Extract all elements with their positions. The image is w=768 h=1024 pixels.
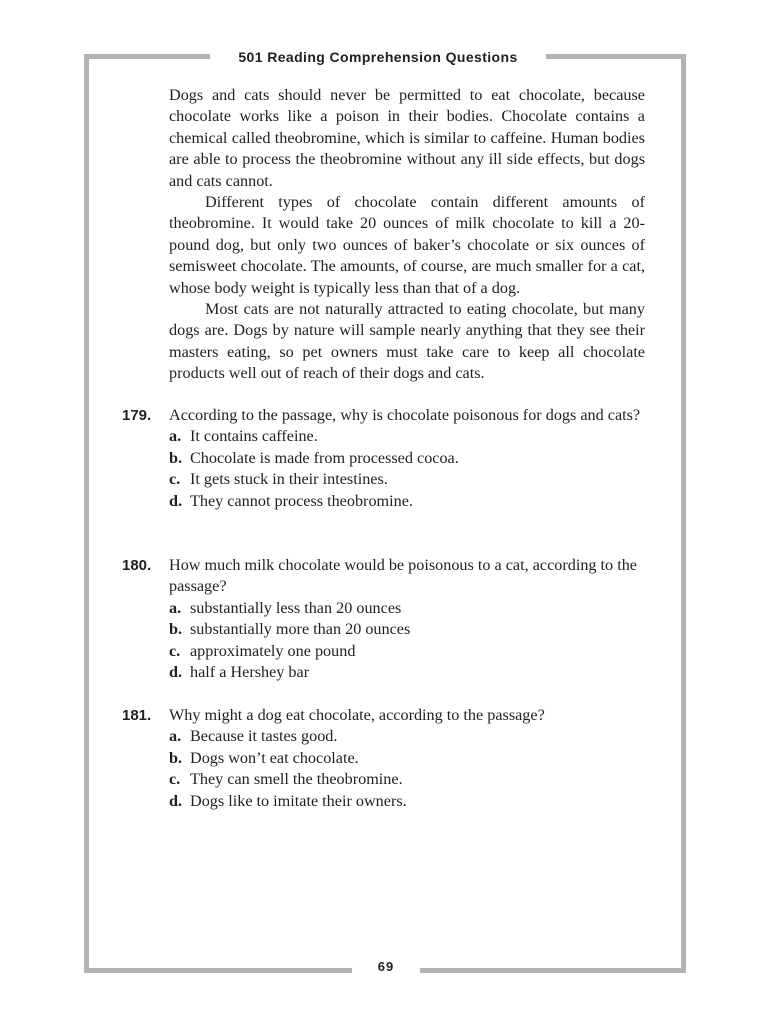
option-text: It gets stuck in their intestines. xyxy=(190,470,388,489)
option-letter: b. xyxy=(169,620,183,639)
question-179 xyxy=(122,405,652,512)
frame-left-border xyxy=(84,54,89,973)
option-text: Because it tastes good. xyxy=(190,727,338,746)
frame-top-left-border xyxy=(84,54,210,59)
frame-top-right-border xyxy=(546,54,686,59)
option-text: They cannot process theobromine. xyxy=(190,491,413,510)
option-letter: a. xyxy=(169,727,182,746)
option-text: They can smell the theobromine. xyxy=(190,770,403,789)
answer-option xyxy=(169,448,652,469)
question-number: 179. xyxy=(122,407,152,424)
answer-option xyxy=(169,662,652,683)
frame-right-border xyxy=(681,54,686,973)
answer-option xyxy=(169,791,652,812)
answer-option xyxy=(169,491,652,512)
option-letter: d. xyxy=(169,491,183,510)
question-text: According to the passage, why is chocolate poisonous for dogs and cats? xyxy=(169,406,641,424)
option-letter: d. xyxy=(169,791,183,810)
question-text: Why might a dog eat chocolate, according to the passage? xyxy=(169,706,545,724)
option-text: Dogs won’t eat chocolate. xyxy=(190,748,359,767)
option-letter: d. xyxy=(169,663,183,682)
answer-option xyxy=(169,641,652,662)
option-letter: c. xyxy=(169,770,181,789)
page-number: 69 xyxy=(377,959,395,974)
question-number: 180. xyxy=(122,557,152,574)
option-text: substantially less than 20 ounces xyxy=(190,598,402,617)
option-text: Dogs like to imitate their owners. xyxy=(190,791,407,810)
option-letter: b. xyxy=(169,448,183,467)
answer-option xyxy=(169,469,652,490)
answer-option xyxy=(169,769,652,790)
option-text: Chocolate is made from processed cocoa. xyxy=(190,448,459,467)
frame-bottom-left-border xyxy=(84,968,352,973)
running-header: 501 Reading Comprehension Questions xyxy=(238,49,518,65)
answer-option xyxy=(169,619,652,640)
answer-option xyxy=(169,726,652,747)
option-letter: c. xyxy=(169,641,181,660)
question-180 xyxy=(122,555,652,683)
option-text: substantially more than 20 ounces xyxy=(190,620,411,639)
question-181 xyxy=(122,705,652,812)
reading-passage xyxy=(169,85,645,385)
answer-option xyxy=(169,748,652,769)
option-text: approximately one pound xyxy=(190,641,356,660)
option-letter: a. xyxy=(169,427,182,446)
question-number: 181. xyxy=(122,707,152,724)
answer-option xyxy=(169,598,652,619)
passage-paragraph-2: Different types of chocolate contain different amounts of theobromine. It would take 20 ounces of milk chocolate to kill a 20-pound dog, but only two ounces of baker’s chocolate or six ounces of semisweet chocolate. The amounts, of course, are much smaller for a cat, whose body weight is typically less than that of a dog. xyxy=(169,193,645,297)
option-text: half a Hershey bar xyxy=(190,663,310,682)
answer-option xyxy=(169,426,652,447)
option-letter: b. xyxy=(169,748,183,767)
question-text: How much milk chocolate would be poisonous to a cat, according to the passage? xyxy=(169,556,637,596)
passage-paragraph-1: Dogs and cats should never be permitted to eat chocolate, because chocolate works like a poison in their bodies. Chocolate contains a chemical called theobromine, which is similar to caffeine. Human bodies are able to process the theobromine without any ill side effects, but dogs and cats cannot. xyxy=(169,86,645,190)
passage-paragraph-3: Most cats are not naturally attracted to eating chocolate, but many dogs are. Dogs by nature will sample nearly anything that they see their masters eating, so pet owners must take care to keep all chocolate products well out of reach of their dogs and cats. xyxy=(169,300,645,383)
option-text: It contains caffeine. xyxy=(190,427,318,446)
option-letter: a. xyxy=(169,598,182,617)
frame-bottom-right-border xyxy=(420,968,686,973)
option-letter: c. xyxy=(169,470,181,489)
